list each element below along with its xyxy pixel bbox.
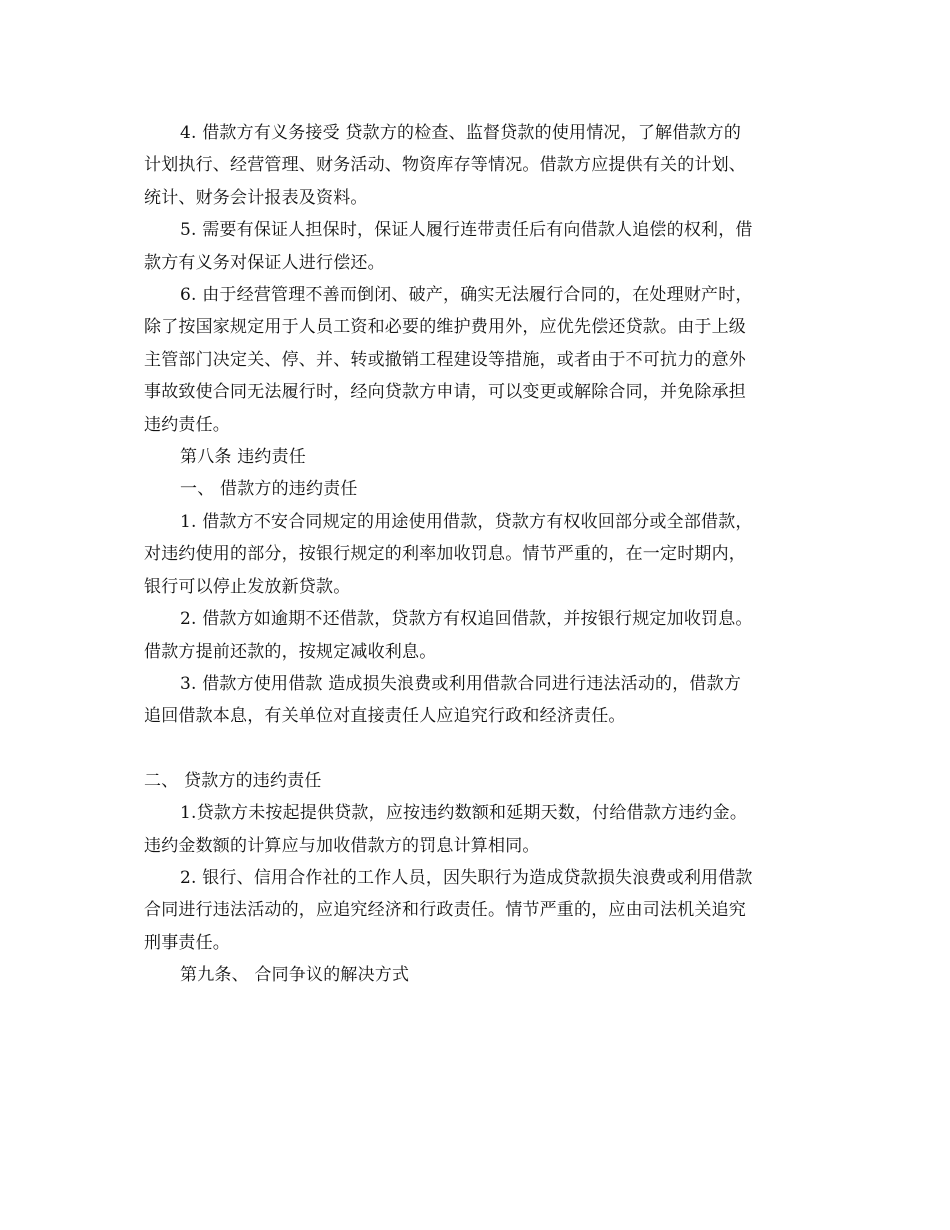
paragraph-line: 1. 借款方不安合同规定的用途使用借款，贷款方有权收回部分或全部借款， xyxy=(180,511,753,532)
section-heading: 第八条 违约责任 xyxy=(180,447,307,468)
paragraph-line: 对违约使用的部分，按银行规定的利率加收罚息。情节严重的，在一定时期内， xyxy=(144,544,746,565)
paragraph-line: 统计、财务会计报表及资料。 xyxy=(144,187,368,208)
paragraph-line: 合同进行违法活动的，应追究经济和行政责任。情节严重的，应由司法机关追究 xyxy=(144,900,746,921)
section-heading: 第九条、 合同争议的解决方式 xyxy=(180,965,410,986)
paragraph-line: 4. 借款方有义务接受 贷款方的检查、监督贷款的使用情况，了解借款方的 xyxy=(180,123,742,143)
paragraph-line: 6. 由于经营管理不善而倒闭、破产，确实无法履行合同的，在处理财产时， xyxy=(180,285,753,306)
paragraph-line: 违约责任。 xyxy=(144,414,230,435)
paragraph-line: 1.贷款方未按起提供贷款，应按违约数额和延期天数，付给借款方违约金。 xyxy=(180,803,748,824)
paragraph-line: 刑事责任。 xyxy=(144,932,230,953)
paragraph-line: 除了按国家规定用于人员工资和必要的维护费用外，应优先偿还贷款。由于上级 xyxy=(144,317,746,338)
paragraph-line: 借款方提前还款的，按规定减收利息。 xyxy=(144,641,437,662)
subsection-heading: 二、 贷款方的违约责任 xyxy=(144,770,322,791)
paragraph-line: 银行可以停止发放新贷款。 xyxy=(144,576,351,597)
paragraph-line: 2. 借款方如逾期不还借款，贷款方有权追回借款，并按银行规定加收罚息。 xyxy=(180,609,753,630)
blank-line xyxy=(144,733,814,765)
paragraph-line: 违约金数额的计算应与加收借款方的罚息计算相同。 xyxy=(144,835,540,856)
paragraph-line: 2. 银行、信用合作社的工作人员，因失职行为造成贷款损失浪费或利用借款 xyxy=(180,867,753,888)
document-body xyxy=(144,117,814,992)
paragraph-line: 追回借款本息，有关单位对直接责任人应追究行政和经济责任。 xyxy=(144,706,626,727)
paragraph-line: 主管部门决定关、停、并、转或撤销工程建设等措施，或者由于不可抗力的意外 xyxy=(144,349,746,370)
paragraph-line: 款方有义务对保证人进行偿还。 xyxy=(144,252,385,273)
subsection-heading: 一、 借款方的违约责任 xyxy=(180,479,358,500)
paragraph-line: 事故致使合同无法履行时，经向贷款方申请，可以变更或解除合同，并免除承担 xyxy=(144,382,746,403)
paragraph-line: 计划执行、经营管理、财务活动、物资库存等情况。借款方应提供有关的计划、 xyxy=(144,155,746,176)
paragraph-line: 5. 需要有保证人担保时，保证人履行连带责任后有向借款人追偿的权利，借 xyxy=(180,220,753,241)
paragraph-line: 3. 借款方使用借款 造成损失浪费或利用借款合同进行违法活动的，借款方 xyxy=(180,673,742,694)
